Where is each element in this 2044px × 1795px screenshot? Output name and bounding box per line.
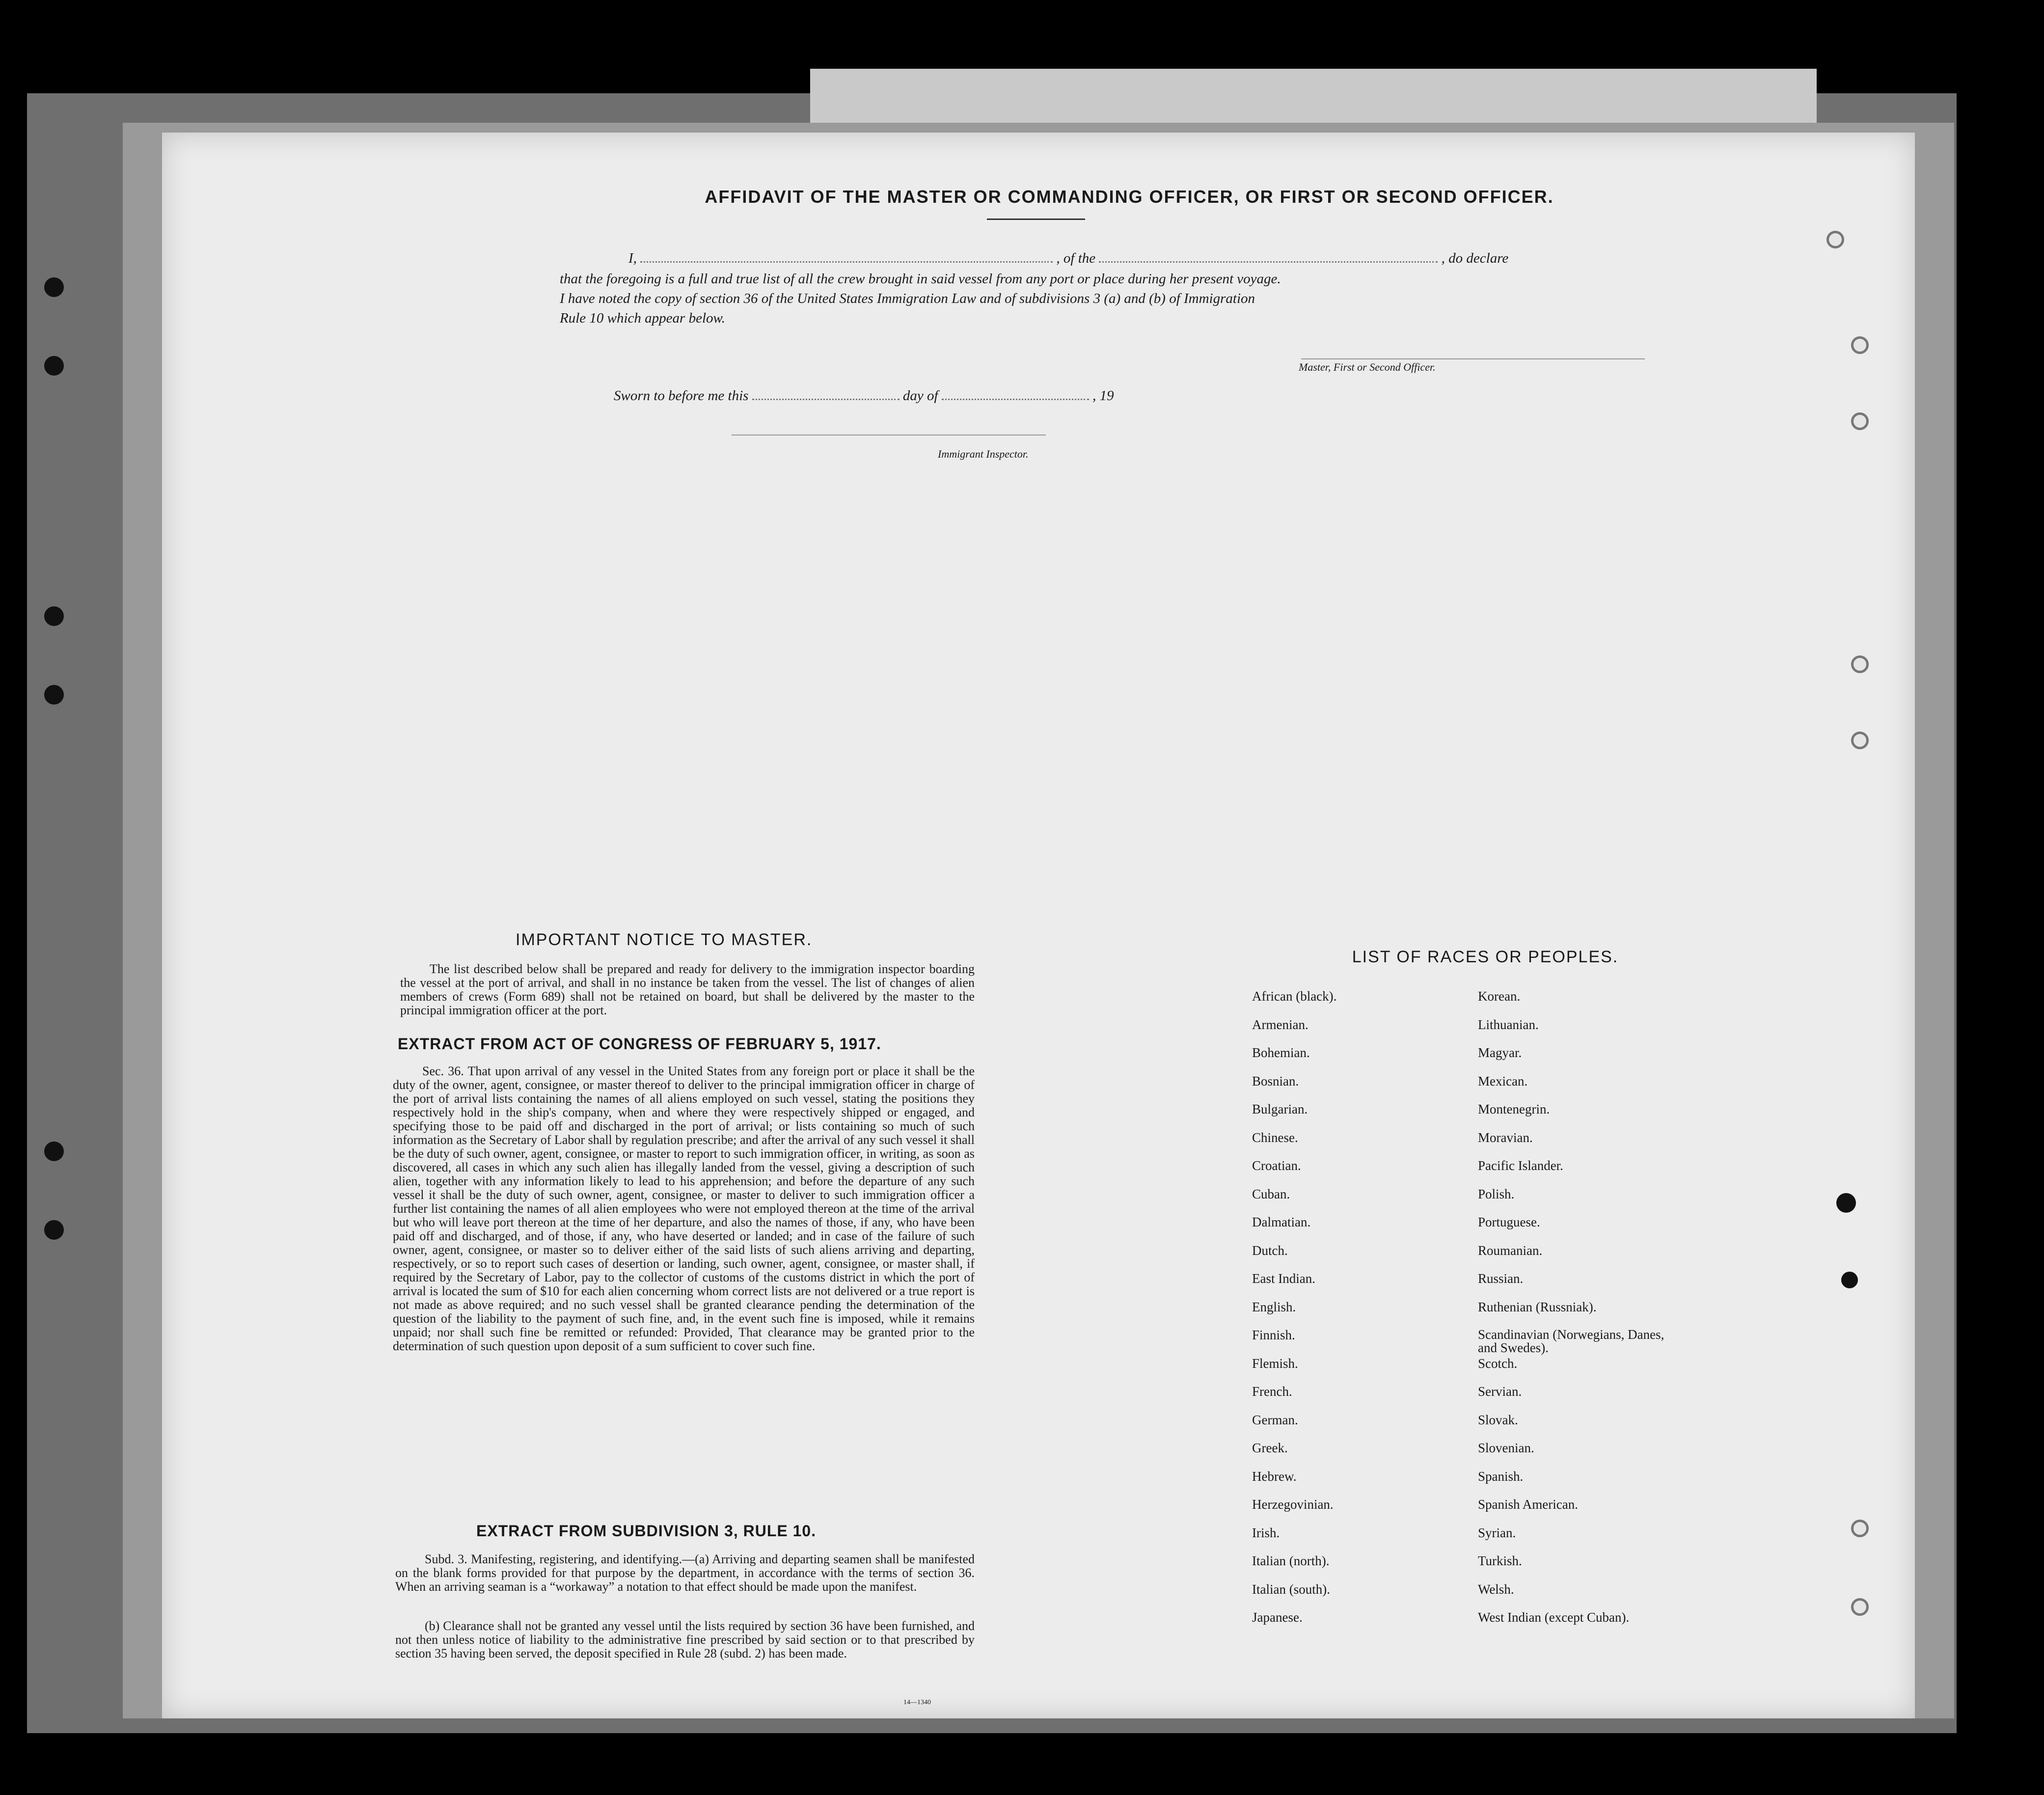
binder-hole <box>44 356 64 376</box>
sworn-month-field[interactable] <box>942 388 1089 400</box>
sworn-text: Sworn to before me this <box>614 388 749 404</box>
race-item: Lithuanian. <box>1478 1017 1539 1032</box>
race-item: Portuguese. <box>1478 1215 1540 1229</box>
form-number: 14—1340 <box>903 1699 931 1706</box>
notice-title: IMPORTANT NOTICE TO MASTER. <box>516 930 813 949</box>
race-item: Bulgarian. <box>1252 1102 1308 1116</box>
race-item: Finnish. <box>1252 1328 1295 1342</box>
binder-ring <box>1851 336 1869 354</box>
binder-hole <box>44 277 64 297</box>
races-list-left <box>1252 989 1336 1639</box>
race-item: Welsh. <box>1478 1581 1514 1597</box>
binder-hole <box>44 606 64 626</box>
race-item: Japanese. <box>1252 1610 1303 1625</box>
race-item: Hebrew. <box>1252 1469 1297 1484</box>
race-item: Croatian. <box>1252 1158 1301 1173</box>
race-item: Dutch. <box>1252 1243 1288 1258</box>
background-sheet-edge <box>810 69 1817 128</box>
binder-hole <box>44 685 64 705</box>
race-item: Moravian. <box>1478 1130 1533 1145</box>
race-item: Irish. <box>1252 1525 1280 1540</box>
race-item: Scandinavian (Norwegians, Danes, and Swedes). <box>1478 1327 1664 1355</box>
race-item: Dalmatian. <box>1252 1215 1311 1229</box>
sworn-day-field[interactable] <box>752 388 899 400</box>
binder-hole <box>1841 1272 1858 1288</box>
race-item: Mexican. <box>1478 1073 1528 1088</box>
race-item: Montenegrin. <box>1478 1102 1550 1116</box>
race-item: Spanish. <box>1478 1469 1524 1484</box>
master-signature-line <box>1301 358 1645 359</box>
binder-ring <box>1851 655 1869 673</box>
race-item: Servian. <box>1478 1384 1522 1399</box>
binder-hole <box>1836 1193 1856 1213</box>
race-item: Cuban. <box>1252 1186 1290 1201</box>
race-item: Flemish. <box>1252 1356 1298 1371</box>
race-item: English. <box>1252 1299 1296 1314</box>
race-item: Italian (north). <box>1252 1553 1330 1568</box>
rule-extract-body-a: Subd. 3. Manifesting, registering, and identifying.—(a) Arriving and departing seamen shall be manifested on the blank forms provided for that purpose by the department, in accordance with the terms of section 36. When an arriving seaman is a “workaway” a notation to that effect should be made upon the manifest. <box>395 1552 975 1594</box>
inspector-signature-caption: Immigrant Inspector. <box>938 448 1029 460</box>
year-prefix: , 19 <box>1092 388 1114 404</box>
races-list-right <box>1478 989 1684 1639</box>
binder-ring <box>1851 732 1869 749</box>
race-item: West Indian (except Cuban). <box>1478 1610 1630 1625</box>
race-item: Slovenian. <box>1478 1441 1534 1455</box>
affidavit-title: AFFIDAVIT OF THE MASTER OR COMMANDING OFFICER, OR FIRST OR SECOND OFFICER. <box>705 187 1554 207</box>
race-item: Turkish. <box>1478 1553 1522 1568</box>
race-item: Pacific Islander. <box>1478 1158 1563 1173</box>
race-item: East Indian. <box>1252 1271 1315 1286</box>
vessel-name-field[interactable] <box>1099 250 1438 263</box>
master-signature-caption: Master, First or Second Officer. <box>1299 361 1436 373</box>
race-item: Herzegovinian. <box>1252 1497 1334 1512</box>
declaration-line-3: I have noted the copy of section 36 of the United States Immigration Law and of subdivisions 3 (a) and (b) of Immigration <box>560 291 1255 306</box>
race-item: Scotch. <box>1478 1356 1518 1371</box>
sworn-line <box>614 388 1114 404</box>
race-item: Bohemian. <box>1252 1045 1310 1060</box>
declaration-line-1 <box>628 250 1508 267</box>
race-item: Bosnian. <box>1252 1073 1299 1088</box>
race-item: Polish. <box>1478 1186 1515 1201</box>
race-item: Chinese. <box>1252 1130 1298 1145</box>
binder-ring <box>1851 1598 1869 1616</box>
race-item: Magyar. <box>1478 1045 1522 1060</box>
race-item: Syrian. <box>1478 1525 1516 1540</box>
race-item: Spanish American. <box>1478 1497 1578 1512</box>
day-of-text: day of <box>902 388 938 404</box>
act-extract-title: EXTRACT FROM ACT OF CONGRESS OF FEBRUARY 5, 1917. <box>398 1035 881 1053</box>
race-item: Armenian. <box>1252 1017 1308 1032</box>
races-title: LIST OF RACES OR PEOPLES. <box>1352 948 1619 966</box>
binder-ring <box>1851 1520 1869 1537</box>
binder-hole <box>44 1220 64 1240</box>
title-underline <box>987 218 1085 220</box>
race-item: Italian (south). <box>1252 1581 1330 1597</box>
race-item: French. <box>1252 1384 1292 1399</box>
binder-ring <box>1826 231 1844 248</box>
race-item: Roumanian. <box>1478 1243 1543 1258</box>
declarant-prefix: I, <box>628 250 637 266</box>
race-item: African (black). <box>1252 989 1337 1004</box>
race-item: Ruthenian (Russniak). <box>1478 1299 1597 1314</box>
rule-extract-body-b: (b) Clearance shall not be granted any vessel until the lists required by section 36 have been furnished, and not then unless notice of liability to the administrative fine prescribed by said section or to that prescribed by section 35 having been served, the deposit specified in Rule 28 (subd. 2) has been made. <box>395 1619 975 1660</box>
race-item: Korean. <box>1478 989 1521 1004</box>
race-item: German. <box>1252 1412 1298 1427</box>
binder-hole <box>44 1142 64 1161</box>
act-extract-body: Sec. 36. That upon arrival of any vessel in the United States from any foreign port or place it shall be the duty of the owner, agent, consignee, or master thereof to deliver to the principal immigration officer in charge of the port of arrival lists containing the names of all aliens employed on such vessel, stating the positions they respectively hold in the ship's company, when and where they were respectively shipped or engaged, and specifying those to be paid off and discharged in the port of arrival; or lists containing so much of such information as the Secretary of Labor shall by regulation prescribe; and after the arrival of any such vessel it shall be the duty of such owner, agent, consignee, or master to report to such immigration officer, in writing, as soon as discovered, all cases in which any such alien has illegally landed from the vessel, giving a description of such alien, together with any information likely to lead to his apprehension; and before the departure of any such vessel it shall be the duty of such owner, agent, consignee, or master to deliver to such immigration officer a further list containing the names of all alien employees who were not employed thereon at the time of the arrival but who will leave port thereon at the time of her departure, and also the names of those, if any, who have been paid off and discharged, and of those, if any, who have deserted or landed; and in case of the failure of such owner, agent, consignee, or master so to deliver either of the said lists of such aliens arriving and departing, respectively, or so to report such cases of desertion or landing, such owner, agent, consignee, or master shall, if required by the Secretary of Labor, pay to the collector of customs of the customs district in which the port of arrival is located the sum of $10 for each alien concerning whom correct lists are not delivered or a true report is not made as above required; and no such vessel shall be granted clearance pending the determination of the question of the liability to the payment of such fine, and, in the event such fine is imposed, while it remains unpaid; nor shall such fine be remitted or refunded: Provided, That clearance may be granted prior to the determination of such question upon deposit of a sum sufficient to cover such fine. <box>393 1064 975 1353</box>
notice-body: The list described below shall be prepared and ready for delivery to the immigration inspector boarding the vessel at the port of arrival, and shall in no instance be taken from the vessel. The list of changes of alien members of crews (Form 689) shall not be retained on board, but shall be delivered by the master to the principal immigration officer at the port. <box>400 962 975 1017</box>
rule-extract-title: EXTRACT FROM SUBDIVISION 3, RULE 10. <box>476 1522 817 1540</box>
affidavit-page <box>162 133 1915 1718</box>
binder-ring <box>1851 412 1869 430</box>
vessel-of-text: , of the <box>1056 250 1096 266</box>
race-item: Russian. <box>1478 1271 1524 1286</box>
race-item: Slovak. <box>1478 1412 1518 1427</box>
declare-text: , do declare <box>1441 250 1509 266</box>
declaration-line-2: that the foregoing is a full and true list of all the crew brought in said vessel from any port or place during her present voyage. <box>560 271 1281 287</box>
declarant-name-field[interactable] <box>640 250 1053 263</box>
declaration-line-4: Rule 10 which appear below. <box>560 310 725 326</box>
race-item: Greek. <box>1252 1441 1288 1455</box>
